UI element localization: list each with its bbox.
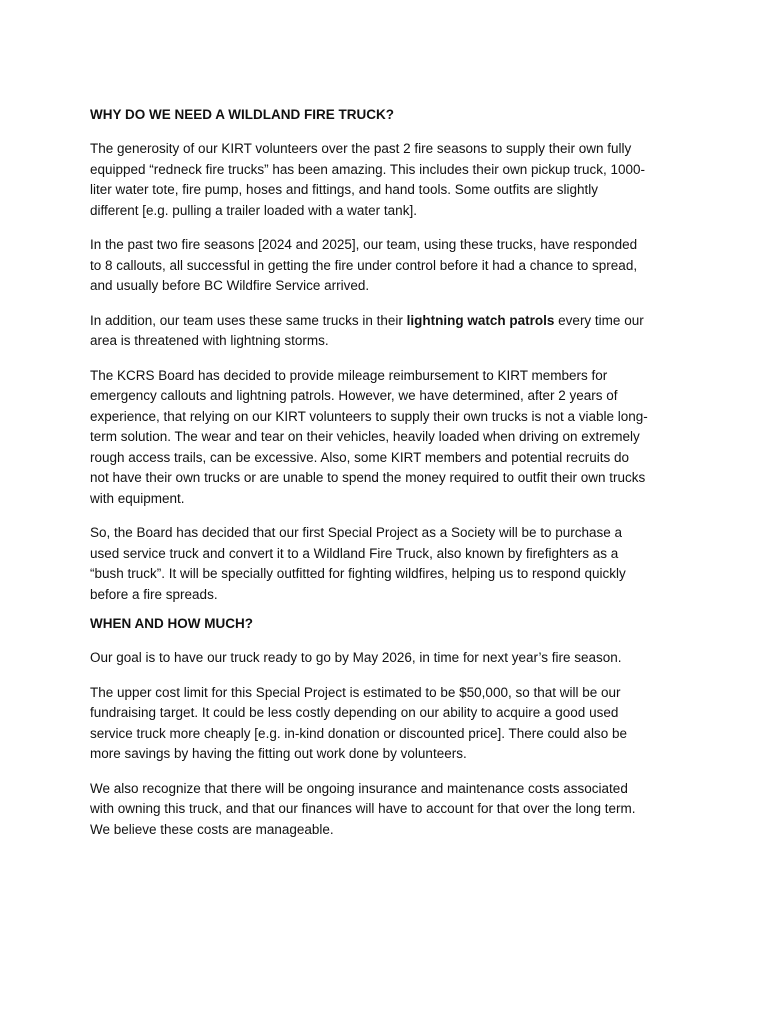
lightning-text-before: In addition, our team uses these same trucks in their [90,312,407,328]
paragraph-volunteer-generosity: The generosity of our KIRT volunteers over the past 2 fire seasons to supply their own fully equipped “redneck fire trucks” has been amazing. This includes their own pickup truck, 1000-liter water tote, fire pump, hoses and fittings, and hand tools. Some outfits are slightly different [e.g. pulling a trailer loaded with a water tank]. [90,141,646,218]
paragraph-callouts: In the past two fire seasons [2024 and 2025], our team, using these trucks, have responded to 8 callouts, all successful in getting the fire under control before it had a chance to spread, and usually before BC Wildfire Service arrived. [90,237,638,293]
lightning-watch-patrols-bold: lightning watch patrols [406,312,555,328]
section-heading-why-truck: WHY DO WE NEED A WILDLAND FIRE TRUCK? [90,107,394,122]
document-body [90,104,650,854]
section-heading-when-how-much: WHEN AND HOW MUCH? [90,616,253,631]
paragraph-special-project: So, the Board has decided that our first Special Project as a Society will be to purchase a used service truck and convert it to a Wildland Fire Truck, also known by firefighters as a “bush truck”. It will be specially outfitted for fighting wildfires, helping us to respond quickly before a fire spreads. [90,525,626,602]
paragraph-lightning-patrols [90,311,650,352]
paragraph-mileage-reimbursement: The KCRS Board has decided to provide mileage reimbursement to KIRT members for emergency callouts and lightning patrols. However, we have determined, after 2 years of experience, that relying on our KIRT volunteers to supply their own trucks is not a viable long-term solution. The wear and tear on their vehicles, heavily loaded when driving on extremely rough access trails, can be excessive. Also, some KIRT members and potential recruits do not have their own trucks or are unable to spend the money required to outfit their own trucks with equipment. [90,367,648,506]
lightning-text-after: every time our area is threatened with lightning storms. [90,312,644,348]
paragraph-goal-date: Our goal is to have our truck ready to go by May 2026, in time for next year’s fire season. [90,650,622,665]
paragraph-cost-limit: The upper cost limit for this Special Project is estimated to be $50,000, so that will be our fundraising target. It could be less costly depending on our ability to acquire a good used service truck more cheaply [e.g. in-kind donation or discounted price]. There could also be more savings by having the fitting out work done by volunteers. [90,684,628,761]
paragraph-ongoing-costs: We also recognize that there will be ongoing insurance and maintenance costs associated with owning this truck, and that our finances will have to account for that over the long term. We believe these costs are manageable. [90,780,636,837]
